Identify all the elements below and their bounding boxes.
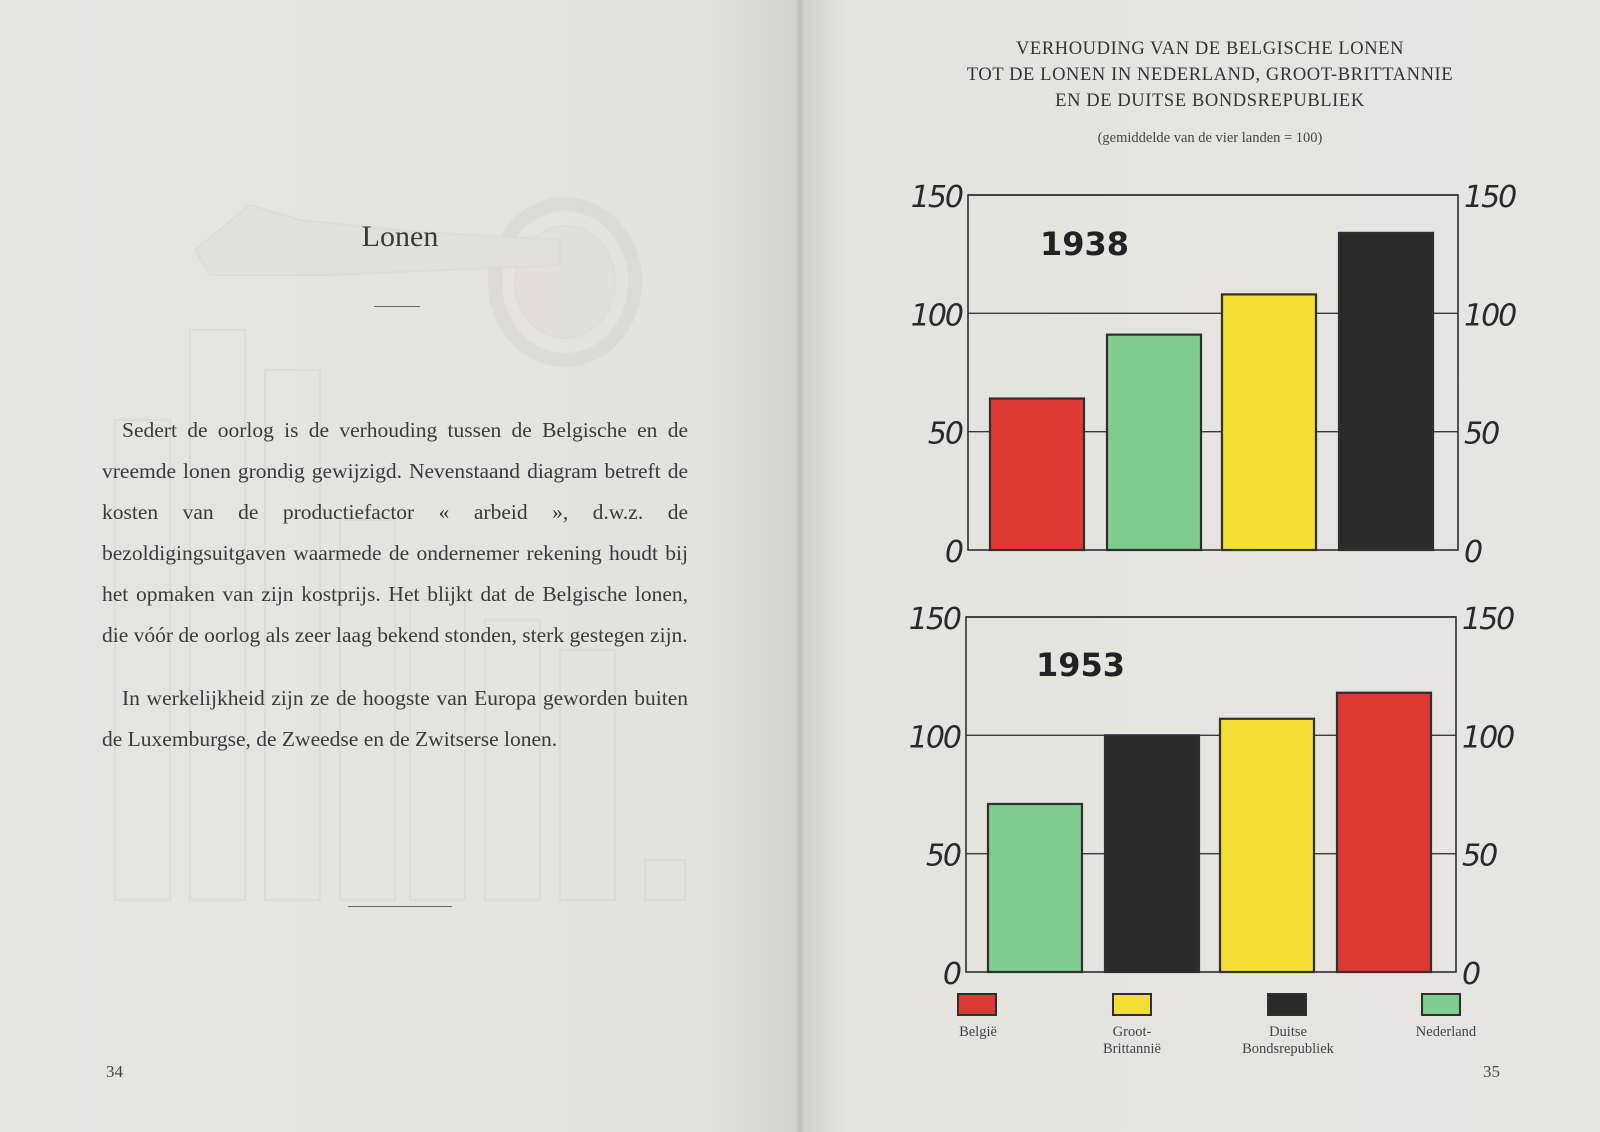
chart-1953-ytick-right-150: 150: [1462, 602, 1514, 637]
chart-1953-bar-nederland: [988, 804, 1082, 972]
legend-swatch-duitse-bondsrepubliek: [1268, 994, 1306, 1015]
chart-1938-ytick-left-100: 100: [910, 298, 962, 334]
chart-1953-bar-groot-brittannie: [1220, 719, 1314, 972]
chart-1938-ytick-right-0: 0: [1464, 535, 1482, 570]
chart-1938-ytick-right-50: 50: [1464, 416, 1499, 452]
chart-1938-year-label: 1938: [1040, 225, 1130, 263]
chart-1938-bar-duitse-bondsrepubliek: [1339, 233, 1433, 550]
chart-1953-year-label: 1953: [1036, 646, 1126, 684]
chart-title-line-1: VERHOUDING VAN DE BELGISCHE LONEN: [1015, 39, 1405, 59]
chart-1938-bar-nederland: [1107, 335, 1201, 550]
chart-1938-ytick-left-0: 0: [944, 535, 962, 570]
page-number-left: 34: [106, 1062, 123, 1081]
paragraph-1: Sedert de oorlog is de verhouding tussen de Belgische en de vreemde lonen grondig gewijzigd. Nevenstaand diagram betreft de kosten van de productiefactor « arbeid », d.w.z. de bezoldigingsuitgaven waarmede de ondernemer rekening houdt bij het opmaken van zijn kostprijs. Het blijkt dat de Belgische lonen, die vóór de oorlog als zeer laag bekend stonden, sterk gestegen zijn.: [102, 418, 688, 647]
chart-1938-ytick-left-50: 50: [927, 416, 962, 452]
chart-1953-ytick-left-100: 100: [908, 720, 960, 756]
chart-subtitle: (gemiddelde van de vier landen = 100): [1097, 130, 1323, 146]
chart-1953-ytick-left-0: 0: [942, 957, 960, 992]
chart-1953-ytick-right-100: 100: [1462, 720, 1514, 756]
chart-1953-ytick-left-150: 150: [908, 602, 960, 637]
chart-1953-bar-duitse-bondsrepubliek: [1105, 735, 1199, 972]
chart-1938-bar-groot-brittannie: [1222, 294, 1316, 550]
chart-title-line-3: EN DE DUITSE BONDSREPUBLIEK: [1055, 91, 1365, 111]
chart-1953-bar-belgie: [1337, 693, 1431, 972]
legend-label-duitse-bondsrepubliek: Duitse Bondsrepubliek: [1242, 1024, 1334, 1057]
legend-label-nederland: Nederland: [1415, 1024, 1477, 1040]
chart-1938-ytick-right-150: 150: [1464, 180, 1516, 215]
chart-1953-ytick-right-0: 0: [1462, 957, 1480, 992]
chart-1938-ytick-left-150: 150: [910, 180, 962, 215]
legend-swatch-groot-brittannie: [1113, 994, 1151, 1015]
chart-1938-ytick-right-100: 100: [1464, 298, 1516, 334]
paragraph-2: In werkelijkheid zijn ze de hoogste van Europa geworden buiten de Luxemburgse, de Zweedse en de Zwitserse lonen.: [102, 686, 688, 751]
legend-swatch-belgie: [958, 994, 996, 1015]
section-title: Lonen: [361, 220, 439, 253]
legend-label-groot-brittannie: Groot- Brittannië: [1103, 1024, 1161, 1057]
page-number-right: 35: [1483, 1062, 1500, 1081]
legend-label-belgie: België: [959, 1024, 997, 1040]
chart-1938-bar-belgie: [990, 399, 1084, 550]
chart-title-line-2: TOT DE LONEN IN NEDERLAND, GROOT-BRITTANNIE: [966, 65, 1454, 85]
chart-1953-ytick-right-50: 50: [1462, 838, 1497, 874]
legend-swatch-nederland: [1422, 994, 1460, 1015]
chart-1953-ytick-left-50: 50: [925, 838, 960, 874]
